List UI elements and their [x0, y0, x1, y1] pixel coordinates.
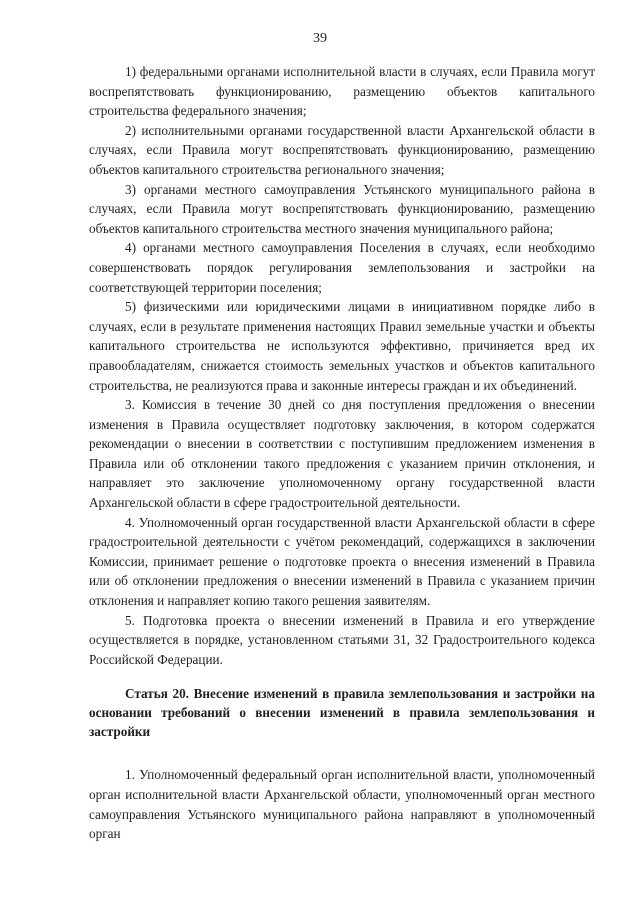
list-item-settlement-bodies: 4) органами местного самоуправления Поселения в случаях, если необходимо совершенствовать порядок регулирования землепользования и застройки на соответствующей территории поселения; — [89, 240, 595, 295]
spacer — [89, 741, 595, 765]
list-item-federal-bodies: 1) федеральными органами исполнительной власти в случаях, если Правила могут воспрепятствовать функционированию, размещению объектов капитального строительства федерального значения; — [89, 64, 595, 119]
page-number: 39 — [313, 31, 327, 46]
article-20-heading: Статья 20. Внесение изменений в правила землепользования и застройки на основании требований о внесении изменений в правила землепользования и застройки — [89, 686, 595, 740]
article-20-clause-1: 1. Уполномоченный федеральный орган исполнительной власти, уполномоченный орган исполнительной власти Архангельской области, уполномоченный орган местного самоуправления Устьянского муниципального района направляют в уполномоченный орган — [89, 767, 595, 842]
list-item-regional-bodies: 2) исполнительными органами государственной власти Архангельской области в случаях, если Правила могут воспрепятствовать функционированию, размещению объектов капитального строительства регионального значения; — [89, 122, 595, 177]
clause-4-authorized-body: 4. Уполномоченный орган государственной власти Архангельской области в сфере градостроительной деятельности с учётом рекомендаций, содержащихся в заключении Комиссии, принимает решение о подготовке проекта о внесения изменений в Правила или об отклонении предложения о внесении изменений в Правила с указанием причин отклонения и направляет копию такого решения заявителям. — [89, 514, 595, 609]
list-item-individuals: 5) физическими или юридическими лицами в инициативном порядке либо в случаях, если в результате применения настоящих Правил земельные участки и объекты капитального строительства не используются эффективно, причиняется вред их правообладателям, снижается стоимость земельных участков и объектов капитального строительства, не реализуются права и законные интересы граждан и их объединений. — [89, 299, 595, 393]
clause-5-preparation: 5. Подготовка проекта о внесении изменений в Правила и его утверждение осуществляется в порядке, установленном статьями 31, 32 Градостроительного кодекса Российской Федерации. — [89, 612, 595, 667]
document-body — [89, 62, 595, 844]
clause-3-commission: 3. Комиссия в течение 30 дней со дня поступления предложения о внесении изменения в Правила осуществляет подготовку заключения, в котором содержатся рекомендации о внесении в соответствии с поступившим предложением изменения в Правила или об отклонении такого предложения с указанием причин отклонения, и направляет это заключение уполномоченному органу государственной власти Архангельской области в сфере градостроительной деятельности. — [89, 397, 595, 511]
list-item-district-bodies: 3) органами местного самоуправления Устьянского муниципального района в случаях, если Правила могут воспрепятствовать функционированию, размещению объектов капитального строительства местного значения муниципального района; — [89, 181, 595, 236]
